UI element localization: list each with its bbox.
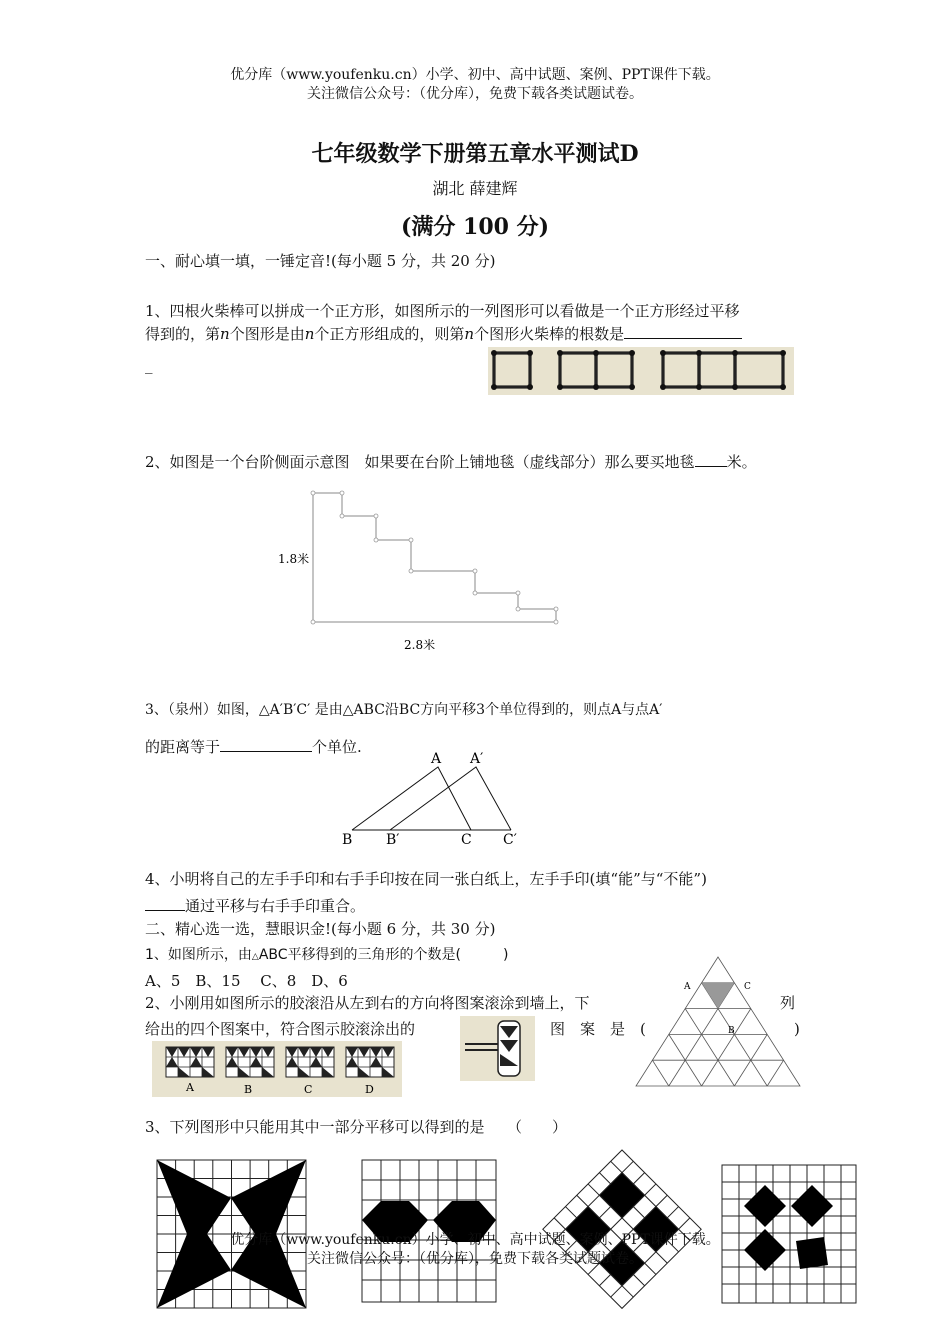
- triangle-abc-prime: [390, 767, 511, 830]
- matchstick-figure: [488, 347, 794, 395]
- paint-roller-svg: [460, 1016, 535, 1081]
- roller-choices-figure: [152, 1041, 402, 1097]
- q3-line1: 3、（泉州）如图，△A′B′C′ 是由△ABC沿BC方向平移3个单位得到的，则点A与点A′: [145, 702, 663, 718]
- s2-q1-text: 1、如图所示，由△ABC平移得到的三角形的个数是( ): [145, 947, 509, 963]
- grid-label-b: B: [728, 1026, 735, 1036]
- q2-text: 2、如图是一个台阶侧面示意图 如果要在台阶上铺地毯（虚线部分）那么要买地毯 米。: [145, 450, 757, 473]
- label-a: A: [431, 751, 442, 767]
- outer-triangle: [636, 957, 800, 1086]
- s2-q1-options: A、5 B、15 C、8 D、6: [145, 972, 348, 990]
- roller-choices-svg: [152, 1041, 402, 1097]
- section1-heading: 一、耐心填一填，一锤定音!(每小题 5 分，共 20 分): [145, 252, 496, 270]
- stairs-height-label: 1.8米: [278, 552, 310, 566]
- page-title: 七年级数学下册第五章水平测试D: [311, 141, 639, 167]
- q3-line2: 的距离等于 个单位.: [145, 735, 362, 758]
- matchstick-square: [596, 353, 632, 387]
- header-line-1: 优分库（www.youfenku.cn）小学、初中、高中试题、案例、PPT课件下载。: [230, 67, 720, 83]
- s2-q2-line2-end: ): [794, 1020, 800, 1038]
- q4-line2: 通过平移与右手手印重合。: [145, 894, 365, 917]
- full-score: (满分 100 分): [400, 214, 550, 240]
- s2-q2-line2: 给出的四个图案中，符合图示胶滚涂出的: [145, 1020, 416, 1038]
- label-c-prime: C′: [503, 832, 517, 848]
- s2-q2-line1-end: 列: [780, 994, 796, 1012]
- label-a-prime: A′: [470, 751, 484, 767]
- matchstick-square: [699, 353, 735, 387]
- matchstick-square: [735, 353, 783, 387]
- stairs-figure: [270, 485, 570, 650]
- diamond-top-left: [744, 1185, 786, 1227]
- label-b-prime: B′: [386, 832, 400, 848]
- header-line-2: 关注微信公众号：（优分库），免费下载各类试题试卷。: [307, 86, 643, 102]
- stairs-width-label: 2.8米: [404, 638, 436, 650]
- triangle-abc: [352, 767, 471, 830]
- diamond-top-right: [791, 1185, 833, 1227]
- matchstick-square: [663, 353, 699, 387]
- s2-q2-line2-mid: 图 案 是 (: [550, 1020, 646, 1038]
- matchstick-svg: [488, 347, 794, 395]
- q1-answer-blank[interactable]: [624, 322, 742, 339]
- label-c: C: [461, 832, 472, 848]
- stairs-base-line: [313, 493, 556, 622]
- choice-label-a: A: [186, 1081, 194, 1094]
- choice-label-c: C: [304, 1083, 313, 1096]
- section2-heading: 二、精心选一选，慧眼识金!(每小题 6 分，共 30 分): [145, 920, 496, 938]
- label-b: B: [342, 832, 353, 848]
- q1-line2: 得到的，第n个图形是由n个正方形组成的，则第n个图形火柴棒的根数是: [145, 322, 742, 345]
- paint-roller-figure: [460, 1016, 535, 1081]
- q4-answer-blank[interactable]: [145, 894, 185, 911]
- footer-line-2: 关注微信公众号：（优分库），免费下载各类试题试卷。: [307, 1251, 643, 1267]
- q1-tail: _: [145, 356, 153, 374]
- choice-label-d: D: [365, 1083, 374, 1096]
- q4-line1: 4、小明将自己的左手手印和右手手印按在同一张白纸上，左手手印(填“能”与“不能”): [145, 870, 707, 888]
- author: 湖北 薛建辉: [432, 179, 518, 198]
- translation-triangles-figure: [330, 748, 530, 848]
- q2-answer-blank[interactable]: [695, 450, 727, 467]
- matchstick-square: [494, 353, 530, 387]
- grid-label-a: A: [684, 982, 691, 992]
- matchstick-square: [560, 353, 596, 387]
- stairs-steps: [313, 493, 556, 622]
- q1-line1: 1、四根火柴棒可以拼成一个正方形，如图所示的一列图形可以看做是一个正方形经过平移: [145, 302, 740, 320]
- choice-label-b: B: [244, 1083, 253, 1096]
- s2-q2-line1: 2、小刚用如图所示的胶滚沿从左到右的方向将图案滚涂到墙上，下: [145, 994, 590, 1012]
- grid-label-c: C: [744, 982, 751, 992]
- s2-q3-text: 3、下列图形中只能用其中一部分平移可以得到的是 （ ）: [145, 1118, 568, 1136]
- grid-figure-2: [360, 1158, 498, 1304]
- q3-answer-blank[interactable]: [220, 735, 312, 752]
- shaded-triangle-abc: [702, 983, 735, 1009]
- footer-line-1: 优分库（www.youfenku.cn）小学、初中、高中试题、案例、PPT课件下载。: [230, 1232, 720, 1248]
- grid-figure-3: [540, 1145, 705, 1315]
- triangle-grid-figure: [632, 953, 804, 1089]
